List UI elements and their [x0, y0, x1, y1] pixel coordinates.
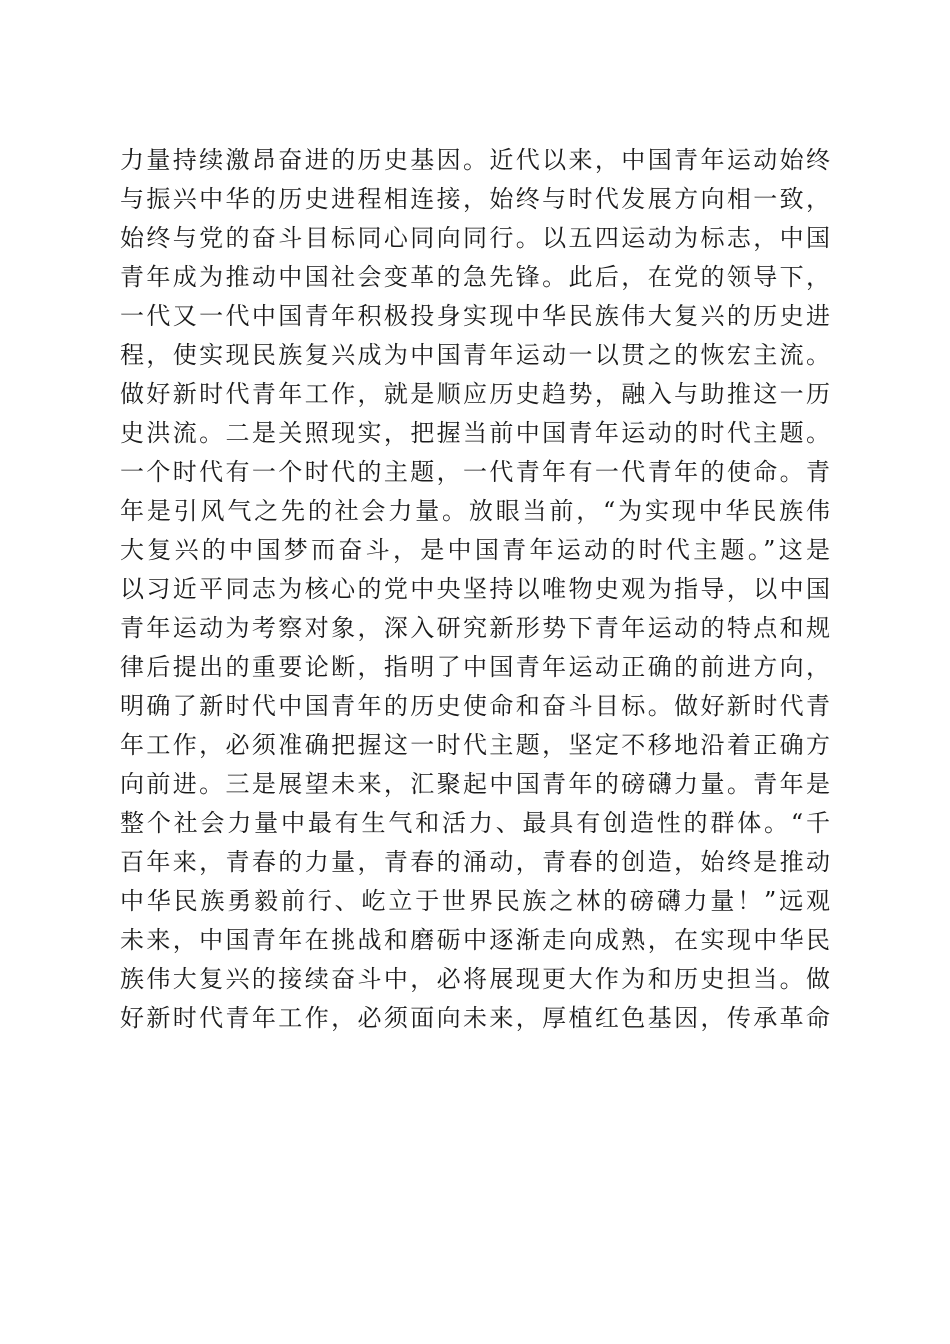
- text-line-11: 大复兴的中国梦而奋斗，是中国青年运动的时代主题。”这是: [120, 536, 830, 564]
- body-paragraph: [120, 141, 830, 1038]
- text-line-8: 史洪流。二是关照现实，把握当前中国青年运动的时代主题。: [120, 419, 830, 447]
- text-line-18: 整个社会力量中最有生气和活力、最具有创造性的群体。“千: [120, 809, 830, 837]
- text-line-9: 一个时代有一个时代的主题，一代青年有一代青年的使命。青: [120, 458, 830, 486]
- text-line-14: 律后提出的重要论断，指明了中国青年运动正确的前进方向，: [120, 653, 830, 681]
- text-line-20: 中华民族勇毅前行、屹立于世界民族之林的磅礴力量！”远观: [120, 887, 830, 915]
- text-line-3: 始终与党的奋斗目标同心同向同行。以五四运动为标志，中国: [120, 224, 830, 252]
- text-line-4: 青年成为推动中国社会变革的急先锋。此后，在党的领导下，: [120, 263, 830, 291]
- text-line-16: 年工作，必须准确把握这一时代主题，坚定不移地沿着正确方: [120, 731, 830, 759]
- text-line-17: 向前进。三是展望未来，汇聚起中国青年的磅礴力量。青年是: [120, 770, 830, 798]
- text-line-5: 一代又一代中国青年积极投身实现中华民族伟大复兴的历史进: [120, 302, 830, 330]
- text-line-21: 未来，中国青年在挑战和磨砺中逐渐走向成熟，在实现中华民: [120, 926, 830, 954]
- text-line-15: 明确了新时代中国青年的历史使命和奋斗目标。做好新时代青: [120, 692, 830, 720]
- text-line-19: 百年来，青春的力量，青春的涌动，青春的创造，始终是推动: [120, 848, 830, 876]
- text-line-6: 程，使实现民族复兴成为中国青年运动一以贯之的恢宏主流。: [120, 341, 830, 369]
- text-line-22: 族伟大复兴的接续奋斗中，必将展现更大作为和历史担当。做: [120, 965, 830, 993]
- text-line-13: 青年运动为考察对象，深入研究新形势下青年运动的特点和规: [120, 614, 830, 642]
- text-line-23: 好新时代青年工作，必须面向未来，厚植红色基因，传承革命: [120, 1004, 830, 1032]
- text-line-10: 年是引风气之先的社会力量。放眼当前，“为实现中华民族伟: [120, 497, 830, 525]
- text-line-7: 做好新时代青年工作，就是顺应历史趋势，融入与助推这一历: [120, 380, 830, 408]
- text-line-1: 力量持续激昂奋进的历史基因。近代以来，中国青年运动始终: [120, 146, 830, 174]
- text-line-12: 以习近平同志为核心的党中央坚持以唯物史观为指导，以中国: [120, 575, 830, 603]
- text-line-2: 与振兴中华的历史进程相连接，始终与时代发展方向相一致，: [120, 185, 830, 213]
